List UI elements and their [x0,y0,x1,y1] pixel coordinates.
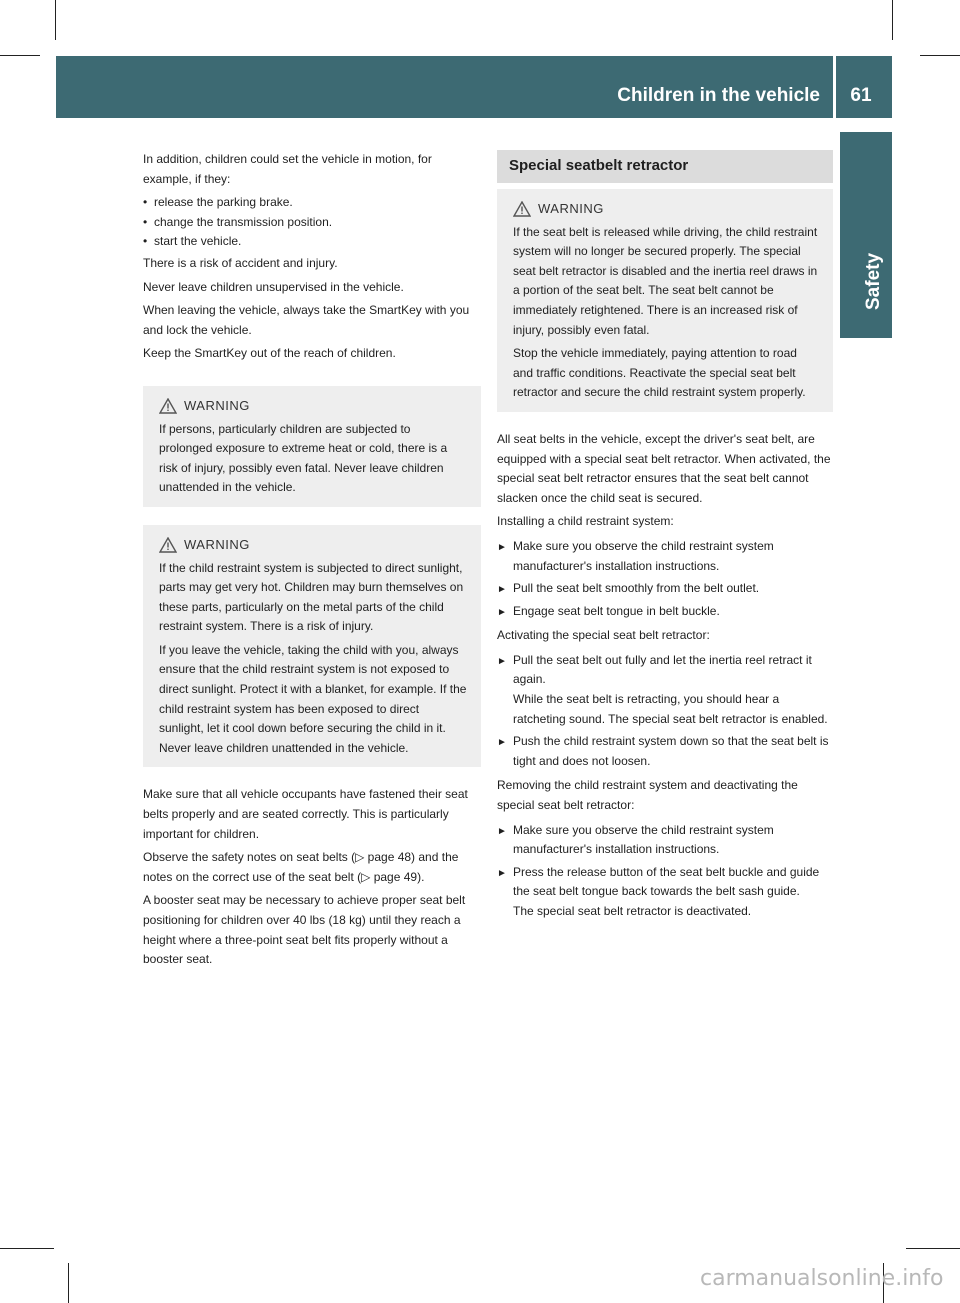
step-text: Engage seat belt tongue in belt buckle. [513,603,720,618]
warning-triangle-icon [159,398,177,414]
intro-paragraph: In addition, children could set the vehicle in motion, for example, if they: [143,152,432,186]
crop-mark [0,1248,54,1249]
step-item [497,602,833,622]
paragraph: When leaving the vehicle, always take the SmartKey with you and lock the vehicle. [143,303,470,337]
warning-box [143,525,481,768]
step-item [497,732,833,771]
warning-header [513,199,819,219]
paragraph: Observe the safety notes on seat belts (▷ page 48) and the notes on the correct use of the seat belt (▷ page 49). [143,850,459,884]
step-text: Make sure you observe the child restraint system manufacturer's installation instructions. [513,822,774,857]
warning-text: If persons, particularly children are subjected to prolonged exposure to extreme heat or cold, there is a risk of injury, possibly even fatal. Never leave children unattended in the vehicle. [159,421,448,495]
section-title: Children in the vehicle [617,85,820,106]
warning-triangle-icon [513,201,531,217]
page-number: 61 [850,85,872,106]
list-item: • change the transmission position. [143,213,481,233]
crop-mark [55,0,56,40]
warning-text: If the seat belt is released while driving, the child restraint system will no longer be secured properly. The special seat belt retractor is disabled and the inertia reel draws in a portion of the seat belt. The seat belt cannot be immediately retightened. There is an increased risk of injury, possibly even fatal. [513,224,818,337]
paragraph: Never leave children unsupervised in the vehicle. [143,279,404,294]
activate-steps [497,651,833,772]
warning-triangle-icon [159,537,177,553]
header-divider [833,56,836,118]
step-text: Pull the seat belt out fully and let the inertia reel retract it again. [513,652,812,687]
step-item [497,579,833,599]
crop-mark [0,55,40,56]
list-item: • start the vehicle. [143,232,481,252]
left-column [143,150,481,974]
step-item [497,537,833,576]
step-item [497,863,833,922]
install-steps [497,537,833,621]
subheading-activate: Activating the special seat belt retractor: [497,628,710,643]
step-text: Press the release button of the seat belt buckle and guide the seat belt tongue back towards the belt sash guide. [513,864,820,899]
crop-mark [892,0,893,40]
warning-header [159,535,467,555]
step-item [497,651,833,729]
paragraph: Keep the SmartKey out of the reach of children. [143,346,396,361]
subheading-remove: Removing the child restraint system and deactivating the special seat belt retractor: [497,778,798,813]
warning-label: WARNING [184,536,250,552]
list-item: • release the parking brake. [143,193,481,213]
warning-text: If the child restraint system is subjected to direct sunlight, parts may get very hot. Children may burn themselves on these parts, particularly on the metal parts of the child restraint system. There is a risk of injury. [159,560,464,634]
warning-text: If you leave the vehicle, taking the child with you, always ensure that the child restraint system is not exposed to direct sunlight. Protect it with a blanket, for example. If the child restraint system has been exposed to direct sunlight, let it cool down before securing the child in it. Never leave children unattended in the vehicle. [159,642,467,755]
watermark: carmanualsonline.info [700,1266,944,1291]
step-item [497,821,833,860]
warning-box [497,189,833,412]
remove-steps [497,821,833,922]
subheading-install: Installing a child restraint system: [497,514,674,529]
warning-label: WARNING [538,201,604,216]
section-heading: Special seatbelt retractor [497,150,833,183]
side-tab-label: Safety [863,252,884,310]
paragraph: A booster seat may be necessary to achieve proper seat belt positioning for children over 40 lbs (18 kg) until they reach a height where a three-point seat belt fits properly without a booster seat. [143,893,466,967]
step-note: While the seat belt is retracting, you should hear a ratcheting sound. The special seat belt retractor is enabled. [513,692,828,726]
paragraph: Make sure that all vehicle occupants have fastened their seat belts properly and are seated correctly. This is particularly important for children. [143,787,468,841]
warning-box [143,386,481,507]
warning-text: Stop the vehicle immediately, paying attention to road and traffic conditions. Reactivate the special seat belt retractor and secure the child restraint system properly. [513,346,806,400]
crop-mark [920,55,960,56]
warning-header [159,396,467,416]
step-note: The special seat belt retractor is deactivated. [513,904,752,918]
intro-bullet-list [143,193,481,252]
step-text: Push the child restraint system down so that the seat belt is tight and does not loosen. [513,734,829,768]
step-text: Pull the seat belt smoothly from the belt outlet. [513,581,760,596]
right-column [497,150,833,927]
step-text: Make sure you observe the child restraint system manufacturer's installation instructions. [513,538,774,573]
paragraph: All seat belts in the vehicle, except the driver's seat belt, are equipped with a special seat belt retractor. When activated, the special seat belt retractor ensures that the seat belt cannot slacken once the child seat is secured. [497,431,831,505]
crop-mark [906,1248,960,1249]
warning-label: WARNING [184,397,250,413]
crop-mark [68,1263,69,1303]
paragraph: There is a risk of accident and injury. [143,255,338,270]
